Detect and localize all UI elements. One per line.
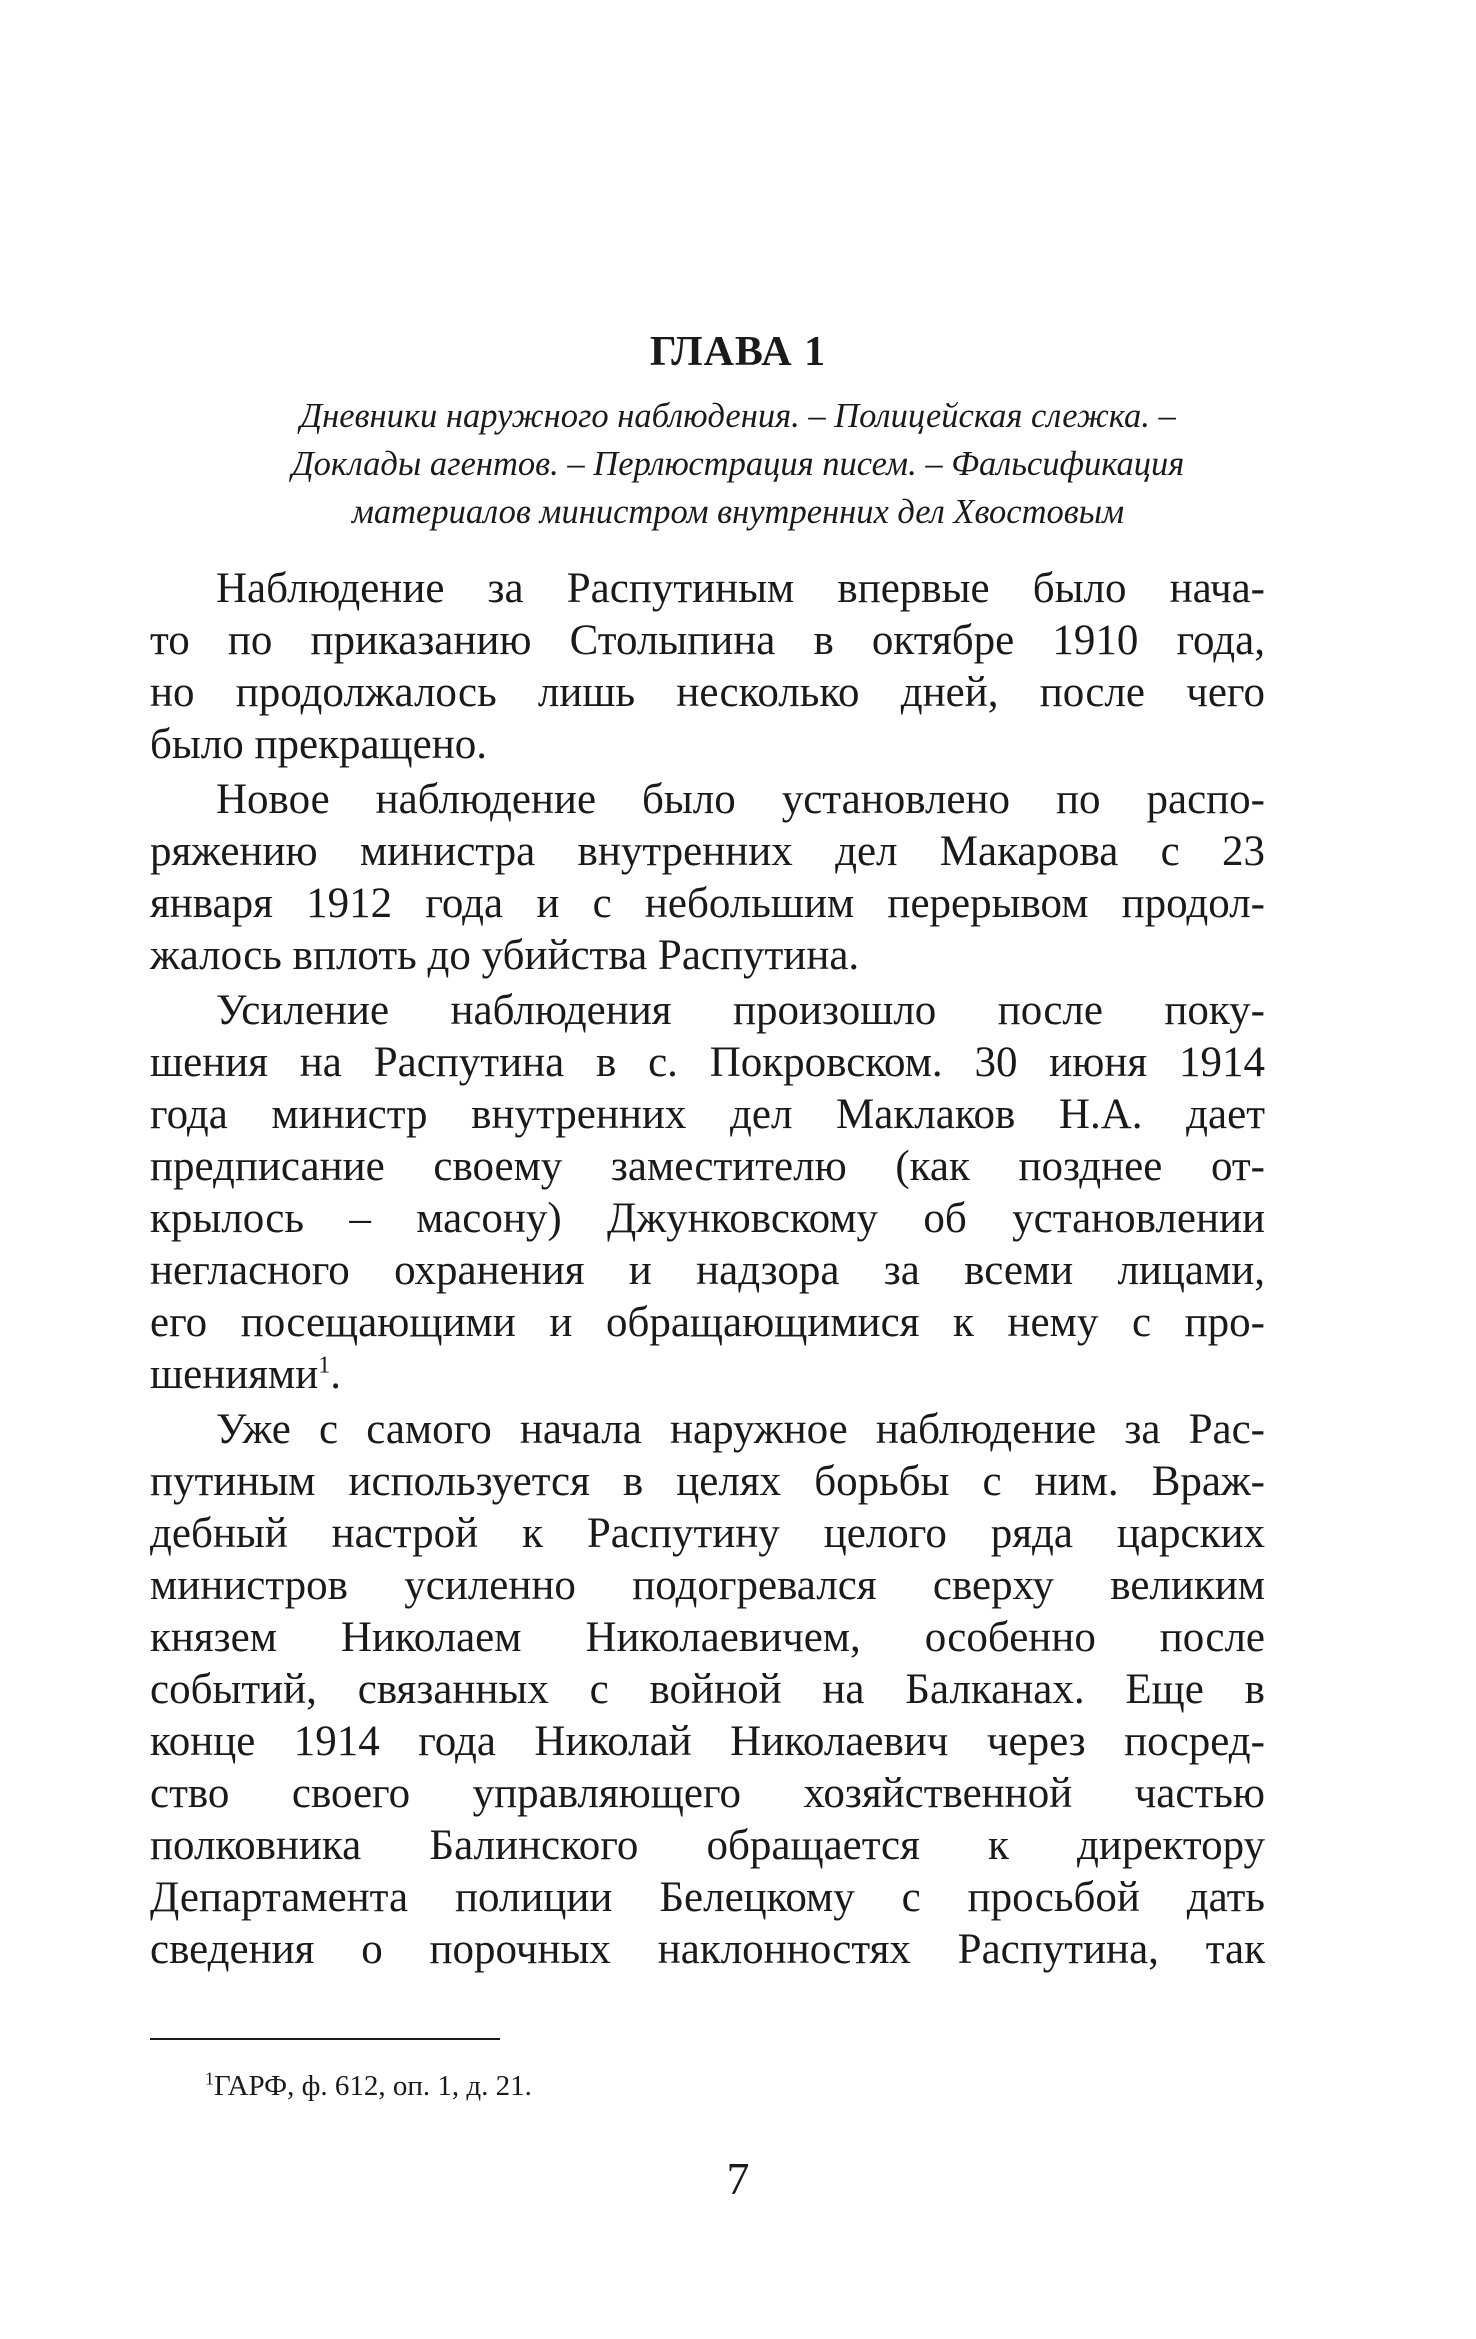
- text-line: Департамента полиции Белецкому с просьбой дать: [150, 1874, 1265, 1921]
- text-line: дебный настрой к Распутину целого ряда царских: [150, 1510, 1265, 1557]
- text-line: ряжению министра внутренних дел Макарова с 23: [150, 828, 1265, 875]
- chapter-title: ГЛАВА 1: [649, 329, 827, 375]
- footnote-marker: 1: [205, 2068, 214, 2089]
- text-line: крылось – масону) Джунковскому об установлении: [150, 1195, 1265, 1242]
- epigraph-line: материалов министром внутренних дел Хвостовым: [351, 493, 1125, 531]
- footnote-reference[interactable]: 1: [318, 1352, 331, 1379]
- paragraph: [150, 1404, 1265, 1976]
- text-line-with-footnote: [150, 1349, 1265, 1401]
- text-line: путиным используется в целях борьбы с ним. Враж-: [150, 1458, 1265, 1505]
- epigraph-line: Дневники наружного наблюдения. – Полицейская слежка. –: [300, 397, 1176, 435]
- text-line: Наблюдение за Распутиным впервые было нача-: [216, 565, 1265, 612]
- text-line: конце 1914 года Николай Николаевич через посред-: [150, 1718, 1265, 1765]
- footnote: [205, 2068, 532, 2104]
- paragraph: [150, 774, 1265, 982]
- text-line: министров усиленно подогревался сверху великим: [150, 1562, 1265, 1609]
- paragraph: [150, 985, 1265, 1401]
- text-line: но продолжалось лишь несколько дней, после чего: [150, 669, 1265, 716]
- epigraph-line: Доклады агентов. – Перлюстрация писем. – Фальсификация: [291, 445, 1185, 483]
- body-text: [150, 563, 1265, 1976]
- line-tail: .: [330, 1351, 341, 1398]
- chapter-epigraph: [150, 392, 1326, 536]
- text-line: жалось вплоть до убийства Распутина.: [150, 932, 860, 979]
- text-line: Уже с самого начала наружное наблюдение за Рас-: [216, 1406, 1265, 1453]
- footnote-divider: [150, 2038, 500, 2040]
- page-number: 7: [726, 2153, 750, 2204]
- text-line: Новое наблюдение было установлено по распо-: [216, 776, 1265, 823]
- text-line: сведения о порочных наклонностях Распутина, так: [150, 1926, 1265, 1973]
- text-line: ство своего управляющего хозяйственной частью: [150, 1770, 1265, 1817]
- text-line: его посещающими и обращающимися к нему с про-: [150, 1299, 1265, 1346]
- footnote-text: ГАРФ, ф. 612, оп. 1, д. 21.: [214, 2070, 532, 2102]
- text-line: шения на Распутина в с. Покровском. 30 июня 1914: [150, 1039, 1265, 1086]
- text-line: января 1912 года и с небольшим перерывом продол-: [150, 880, 1265, 927]
- text-line: шениями: [150, 1351, 319, 1398]
- text-line: князем Николаем Николаевичем, особенно после: [150, 1614, 1265, 1661]
- text-line: было прекращено.: [150, 721, 488, 768]
- paragraph: [150, 563, 1265, 771]
- text-line: негласного охранения и надзора за всеми лицами,: [150, 1247, 1265, 1294]
- text-line: года министр внутренних дел Маклаков Н.А. дает: [150, 1091, 1265, 1138]
- text-line: предписание своему заместителю (как позднее от-: [150, 1143, 1265, 1190]
- text-line: Усиление наблюдения произошло после поку-: [216, 987, 1265, 1034]
- text-line: событий, связанных с войной на Балканах. Еще в: [150, 1666, 1265, 1713]
- text-line: полковника Балинского обращается к директору: [150, 1822, 1265, 1869]
- text-line: то по приказанию Столыпина в октябре 1910 года,: [150, 617, 1265, 664]
